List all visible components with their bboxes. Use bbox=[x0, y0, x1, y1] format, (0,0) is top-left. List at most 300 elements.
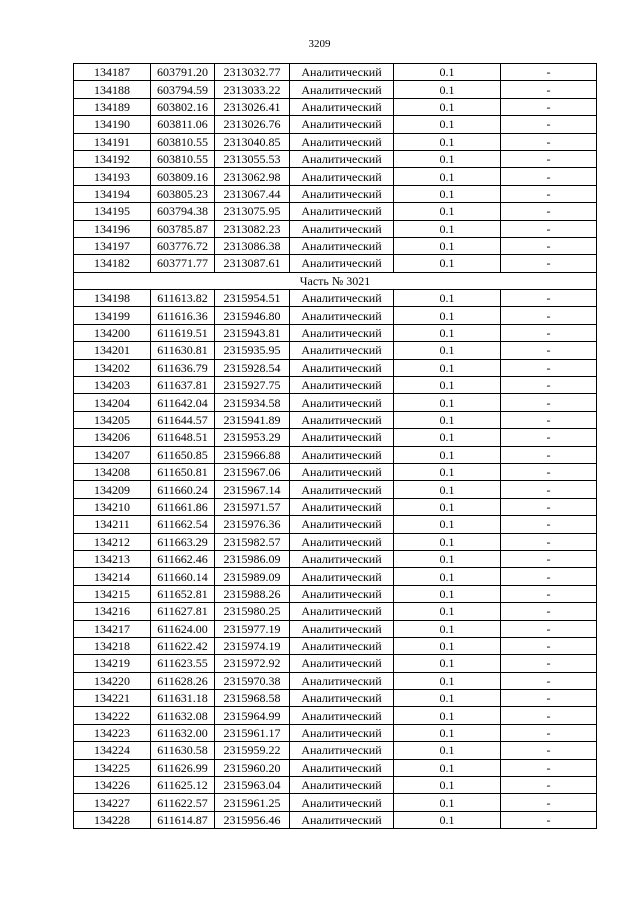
x-coordinate-cell: 611660.14 bbox=[151, 568, 215, 585]
table-row bbox=[74, 203, 597, 220]
table-row bbox=[74, 777, 597, 794]
description-cell: - bbox=[501, 742, 597, 759]
point-id-cell: 134202 bbox=[74, 359, 151, 376]
accuracy-cell: 0.1 bbox=[394, 603, 501, 620]
description-cell: - bbox=[501, 255, 597, 272]
x-coordinate-cell: 611619.51 bbox=[151, 324, 215, 341]
point-id-cell: 134196 bbox=[74, 220, 151, 237]
point-id-cell: 134224 bbox=[74, 742, 151, 759]
description-cell: - bbox=[501, 220, 597, 237]
coordinates-table bbox=[73, 63, 597, 829]
point-id-cell: 134212 bbox=[74, 533, 151, 550]
description-cell: - bbox=[501, 377, 597, 394]
y-coordinate-cell: 2313026.76 bbox=[215, 116, 290, 133]
method-cell: Аналитический bbox=[290, 585, 394, 602]
y-coordinate-cell: 2315974.19 bbox=[215, 637, 290, 654]
description-cell: - bbox=[501, 794, 597, 811]
table-row bbox=[74, 533, 597, 550]
method-cell: Аналитический bbox=[290, 342, 394, 359]
table-row bbox=[74, 794, 597, 811]
x-coordinate-cell: 603791.20 bbox=[151, 64, 215, 81]
x-coordinate-cell: 611636.79 bbox=[151, 359, 215, 376]
accuracy-cell: 0.1 bbox=[394, 324, 501, 341]
accuracy-cell: 0.1 bbox=[394, 255, 501, 272]
method-cell: Аналитический bbox=[290, 811, 394, 828]
table-row bbox=[74, 307, 597, 324]
y-coordinate-cell: 2315976.36 bbox=[215, 516, 290, 533]
x-coordinate-cell: 611650.81 bbox=[151, 463, 215, 480]
accuracy-cell: 0.1 bbox=[394, 64, 501, 81]
x-coordinate-cell: 603776.72 bbox=[151, 237, 215, 254]
point-id-cell: 134209 bbox=[74, 481, 151, 498]
table-row bbox=[74, 550, 597, 567]
table-row bbox=[74, 133, 597, 150]
accuracy-cell: 0.1 bbox=[394, 81, 501, 98]
y-coordinate-cell: 2315959.22 bbox=[215, 742, 290, 759]
point-id-cell: 134204 bbox=[74, 394, 151, 411]
accuracy-cell: 0.1 bbox=[394, 185, 501, 202]
accuracy-cell: 0.1 bbox=[394, 237, 501, 254]
point-id-cell: 134206 bbox=[74, 429, 151, 446]
method-cell: Аналитический bbox=[290, 64, 394, 81]
description-cell: - bbox=[501, 516, 597, 533]
table-row bbox=[74, 672, 597, 689]
accuracy-cell: 0.1 bbox=[394, 446, 501, 463]
description-cell: - bbox=[501, 672, 597, 689]
y-coordinate-cell: 2315970.38 bbox=[215, 672, 290, 689]
point-id-cell: 134220 bbox=[74, 672, 151, 689]
table-row bbox=[74, 185, 597, 202]
accuracy-cell: 0.1 bbox=[394, 620, 501, 637]
point-id-cell: 134215 bbox=[74, 585, 151, 602]
x-coordinate-cell: 603810.55 bbox=[151, 133, 215, 150]
y-coordinate-cell: 2313040.85 bbox=[215, 133, 290, 150]
point-id-cell: 134194 bbox=[74, 185, 151, 202]
method-cell: Аналитический bbox=[290, 777, 394, 794]
description-cell: - bbox=[501, 64, 597, 81]
method-cell: Аналитический bbox=[290, 481, 394, 498]
table-row bbox=[74, 394, 597, 411]
description-cell: - bbox=[501, 411, 597, 428]
y-coordinate-cell: 2315982.57 bbox=[215, 533, 290, 550]
x-coordinate-cell: 611662.54 bbox=[151, 516, 215, 533]
x-coordinate-cell: 611650.85 bbox=[151, 446, 215, 463]
x-coordinate-cell: 611632.08 bbox=[151, 707, 215, 724]
method-cell: Аналитический bbox=[290, 724, 394, 741]
method-cell: Аналитический bbox=[290, 794, 394, 811]
method-cell: Аналитический bbox=[290, 98, 394, 115]
y-coordinate-cell: 2315972.92 bbox=[215, 655, 290, 672]
accuracy-cell: 0.1 bbox=[394, 777, 501, 794]
table-row bbox=[74, 168, 597, 185]
method-cell: Аналитический bbox=[290, 359, 394, 376]
x-coordinate-cell: 611652.81 bbox=[151, 585, 215, 602]
accuracy-cell: 0.1 bbox=[394, 690, 501, 707]
x-coordinate-cell: 603794.59 bbox=[151, 81, 215, 98]
accuracy-cell: 0.1 bbox=[394, 307, 501, 324]
point-id-cell: 134225 bbox=[74, 759, 151, 776]
method-cell: Аналитический bbox=[290, 411, 394, 428]
description-cell: - bbox=[501, 446, 597, 463]
method-cell: Аналитический bbox=[290, 290, 394, 307]
description-cell: - bbox=[501, 690, 597, 707]
x-coordinate-cell: 611630.81 bbox=[151, 342, 215, 359]
method-cell: Аналитический bbox=[290, 81, 394, 98]
accuracy-cell: 0.1 bbox=[394, 116, 501, 133]
table-row bbox=[74, 481, 597, 498]
method-cell: Аналитический bbox=[290, 377, 394, 394]
description-cell: - bbox=[501, 342, 597, 359]
method-cell: Аналитический bbox=[290, 463, 394, 480]
x-coordinate-cell: 611627.81 bbox=[151, 603, 215, 620]
x-coordinate-cell: 611630.58 bbox=[151, 742, 215, 759]
method-cell: Аналитический bbox=[290, 550, 394, 567]
table-row bbox=[74, 498, 597, 515]
x-coordinate-cell: 611661.86 bbox=[151, 498, 215, 515]
method-cell: Аналитический bbox=[290, 498, 394, 515]
accuracy-cell: 0.1 bbox=[394, 550, 501, 567]
description-cell: - bbox=[501, 620, 597, 637]
description-cell: - bbox=[501, 481, 597, 498]
method-cell: Аналитический bbox=[290, 742, 394, 759]
x-coordinate-cell: 603805.23 bbox=[151, 185, 215, 202]
x-coordinate-cell: 611628.26 bbox=[151, 672, 215, 689]
accuracy-cell: 0.1 bbox=[394, 742, 501, 759]
method-cell: Аналитический bbox=[290, 759, 394, 776]
point-id-cell: 134211 bbox=[74, 516, 151, 533]
section-header bbox=[74, 272, 597, 289]
accuracy-cell: 0.1 bbox=[394, 394, 501, 411]
table-row bbox=[74, 742, 597, 759]
table-row bbox=[74, 411, 597, 428]
point-id-cell: 134216 bbox=[74, 603, 151, 620]
accuracy-cell: 0.1 bbox=[394, 481, 501, 498]
x-coordinate-cell: 611632.00 bbox=[151, 724, 215, 741]
y-coordinate-cell: 2315935.95 bbox=[215, 342, 290, 359]
y-coordinate-cell: 2313033.22 bbox=[215, 81, 290, 98]
accuracy-cell: 0.1 bbox=[394, 220, 501, 237]
accuracy-cell: 0.1 bbox=[394, 568, 501, 585]
description-cell: - bbox=[501, 168, 597, 185]
y-coordinate-cell: 2315941.89 bbox=[215, 411, 290, 428]
method-cell: Аналитический bbox=[290, 533, 394, 550]
y-coordinate-cell: 2315989.09 bbox=[215, 568, 290, 585]
table-row bbox=[74, 690, 597, 707]
y-coordinate-cell: 2313062.98 bbox=[215, 168, 290, 185]
accuracy-cell: 0.1 bbox=[394, 672, 501, 689]
description-cell: - bbox=[501, 724, 597, 741]
x-coordinate-cell: 611648.51 bbox=[151, 429, 215, 446]
accuracy-cell: 0.1 bbox=[394, 533, 501, 550]
table-row bbox=[74, 290, 597, 307]
description-cell: - bbox=[501, 81, 597, 98]
accuracy-cell: 0.1 bbox=[394, 707, 501, 724]
accuracy-cell: 0.1 bbox=[394, 655, 501, 672]
description-cell: - bbox=[501, 533, 597, 550]
y-coordinate-cell: 2315960.20 bbox=[215, 759, 290, 776]
table-row bbox=[74, 429, 597, 446]
y-coordinate-cell: 2315977.19 bbox=[215, 620, 290, 637]
accuracy-cell: 0.1 bbox=[394, 811, 501, 828]
accuracy-cell: 0.1 bbox=[394, 168, 501, 185]
y-coordinate-cell: 2313075.95 bbox=[215, 203, 290, 220]
y-coordinate-cell: 2315967.06 bbox=[215, 463, 290, 480]
point-id-cell: 134189 bbox=[74, 98, 151, 115]
method-cell: Аналитический bbox=[290, 168, 394, 185]
description-cell: - bbox=[501, 498, 597, 515]
method-cell: Аналитический bbox=[290, 672, 394, 689]
y-coordinate-cell: 2313082.23 bbox=[215, 220, 290, 237]
accuracy-cell: 0.1 bbox=[394, 516, 501, 533]
point-id-cell: 134191 bbox=[74, 133, 151, 150]
description-cell: - bbox=[501, 203, 597, 220]
table-row bbox=[74, 707, 597, 724]
point-id-cell: 134199 bbox=[74, 307, 151, 324]
part2-rows bbox=[74, 290, 597, 829]
table-row bbox=[74, 64, 597, 81]
method-cell: Аналитический bbox=[290, 133, 394, 150]
y-coordinate-cell: 2315961.17 bbox=[215, 724, 290, 741]
x-coordinate-cell: 611662.46 bbox=[151, 550, 215, 567]
accuracy-cell: 0.1 bbox=[394, 411, 501, 428]
accuracy-cell: 0.1 bbox=[394, 585, 501, 602]
table-row bbox=[74, 377, 597, 394]
x-coordinate-cell: 603794.38 bbox=[151, 203, 215, 220]
point-id-cell: 134210 bbox=[74, 498, 151, 515]
table-row bbox=[74, 811, 597, 828]
method-cell: Аналитический bbox=[290, 203, 394, 220]
table-row bbox=[74, 585, 597, 602]
x-coordinate-cell: 611616.36 bbox=[151, 307, 215, 324]
method-cell: Аналитический bbox=[290, 237, 394, 254]
accuracy-cell: 0.1 bbox=[394, 98, 501, 115]
y-coordinate-cell: 2315971.57 bbox=[215, 498, 290, 515]
y-coordinate-cell: 2315988.26 bbox=[215, 585, 290, 602]
section-row bbox=[74, 272, 597, 289]
method-cell: Аналитический bbox=[290, 620, 394, 637]
description-cell: - bbox=[501, 463, 597, 480]
table-row bbox=[74, 446, 597, 463]
method-cell: Аналитический bbox=[290, 516, 394, 533]
description-cell: - bbox=[501, 290, 597, 307]
point-id-cell: 134221 bbox=[74, 690, 151, 707]
point-id-cell: 134201 bbox=[74, 342, 151, 359]
x-coordinate-cell: 611660.24 bbox=[151, 481, 215, 498]
description-cell: - bbox=[501, 429, 597, 446]
x-coordinate-cell: 611642.04 bbox=[151, 394, 215, 411]
x-coordinate-cell: 611622.42 bbox=[151, 637, 215, 654]
x-coordinate-cell: 611613.82 bbox=[151, 290, 215, 307]
method-cell: Аналитический bbox=[290, 255, 394, 272]
accuracy-cell: 0.1 bbox=[394, 290, 501, 307]
method-cell: Аналитический bbox=[290, 603, 394, 620]
table-row bbox=[74, 324, 597, 341]
y-coordinate-cell: 2315956.46 bbox=[215, 811, 290, 828]
description-cell: - bbox=[501, 133, 597, 150]
point-id-cell: 134188 bbox=[74, 81, 151, 98]
point-id-cell: 134207 bbox=[74, 446, 151, 463]
description-cell: - bbox=[501, 585, 597, 602]
x-coordinate-cell: 603785.87 bbox=[151, 220, 215, 237]
description-cell: - bbox=[501, 394, 597, 411]
point-id-cell: 134219 bbox=[74, 655, 151, 672]
y-coordinate-cell: 2315953.29 bbox=[215, 429, 290, 446]
description-cell: - bbox=[501, 150, 597, 167]
accuracy-cell: 0.1 bbox=[394, 463, 501, 480]
table-row bbox=[74, 620, 597, 637]
x-coordinate-cell: 603809.16 bbox=[151, 168, 215, 185]
y-coordinate-cell: 2313032.77 bbox=[215, 64, 290, 81]
point-id-cell: 134200 bbox=[74, 324, 151, 341]
point-id-cell: 134182 bbox=[74, 255, 151, 272]
accuracy-cell: 0.1 bbox=[394, 498, 501, 515]
x-coordinate-cell: 611625.12 bbox=[151, 777, 215, 794]
method-cell: Аналитический bbox=[290, 116, 394, 133]
point-id-cell: 134227 bbox=[74, 794, 151, 811]
table-row bbox=[74, 568, 597, 585]
y-coordinate-cell: 2313087.61 bbox=[215, 255, 290, 272]
y-coordinate-cell: 2313086.38 bbox=[215, 237, 290, 254]
description-cell: - bbox=[501, 550, 597, 567]
point-id-cell: 134214 bbox=[74, 568, 151, 585]
description-cell: - bbox=[501, 359, 597, 376]
accuracy-cell: 0.1 bbox=[394, 794, 501, 811]
accuracy-cell: 0.1 bbox=[394, 637, 501, 654]
part1-rows bbox=[74, 64, 597, 273]
table-row bbox=[74, 359, 597, 376]
x-coordinate-cell: 611631.18 bbox=[151, 690, 215, 707]
table-row bbox=[74, 81, 597, 98]
description-cell: - bbox=[501, 707, 597, 724]
x-coordinate-cell: 611663.29 bbox=[151, 533, 215, 550]
y-coordinate-cell: 2315968.58 bbox=[215, 690, 290, 707]
y-coordinate-cell: 2315934.58 bbox=[215, 394, 290, 411]
table-row bbox=[74, 516, 597, 533]
table-row bbox=[74, 342, 597, 359]
table-row bbox=[74, 637, 597, 654]
method-cell: Аналитический bbox=[290, 655, 394, 672]
point-id-cell: 134195 bbox=[74, 203, 151, 220]
y-coordinate-cell: 2315967.14 bbox=[215, 481, 290, 498]
method-cell: Аналитический bbox=[290, 690, 394, 707]
x-coordinate-cell: 611622.57 bbox=[151, 794, 215, 811]
description-cell: - bbox=[501, 811, 597, 828]
point-id-cell: 134203 bbox=[74, 377, 151, 394]
table-row bbox=[74, 220, 597, 237]
method-cell: Аналитический bbox=[290, 185, 394, 202]
accuracy-cell: 0.1 bbox=[394, 759, 501, 776]
description-cell: - bbox=[501, 637, 597, 654]
description-cell: - bbox=[501, 237, 597, 254]
x-coordinate-cell: 603771.77 bbox=[151, 255, 215, 272]
accuracy-cell: 0.1 bbox=[394, 203, 501, 220]
accuracy-cell: 0.1 bbox=[394, 359, 501, 376]
x-coordinate-cell: 611637.81 bbox=[151, 377, 215, 394]
method-cell: Аналитический bbox=[290, 394, 394, 411]
point-id-cell: 134218 bbox=[74, 637, 151, 654]
method-cell: Аналитический bbox=[290, 324, 394, 341]
y-coordinate-cell: 2313026.41 bbox=[215, 98, 290, 115]
y-coordinate-cell: 2315961.25 bbox=[215, 794, 290, 811]
table-row bbox=[74, 655, 597, 672]
x-coordinate-cell: 603811.06 bbox=[151, 116, 215, 133]
accuracy-cell: 0.1 bbox=[394, 724, 501, 741]
y-coordinate-cell: 2315980.25 bbox=[215, 603, 290, 620]
point-id-cell: 134205 bbox=[74, 411, 151, 428]
accuracy-cell: 0.1 bbox=[394, 133, 501, 150]
point-id-cell: 134222 bbox=[74, 707, 151, 724]
description-cell: - bbox=[501, 307, 597, 324]
x-coordinate-cell: 611623.55 bbox=[151, 655, 215, 672]
x-coordinate-cell: 611626.99 bbox=[151, 759, 215, 776]
method-cell: Аналитический bbox=[290, 446, 394, 463]
table-row bbox=[74, 255, 597, 272]
point-id-cell: 134198 bbox=[74, 290, 151, 307]
description-cell: - bbox=[501, 324, 597, 341]
description-cell: - bbox=[501, 185, 597, 202]
accuracy-cell: 0.1 bbox=[394, 377, 501, 394]
table-row bbox=[74, 759, 597, 776]
accuracy-cell: 0.1 bbox=[394, 150, 501, 167]
x-coordinate-cell: 611644.57 bbox=[151, 411, 215, 428]
method-cell: Аналитический bbox=[290, 220, 394, 237]
point-id-cell: 134217 bbox=[74, 620, 151, 637]
table-row bbox=[74, 237, 597, 254]
y-coordinate-cell: 2313055.53 bbox=[215, 150, 290, 167]
point-id-cell: 134193 bbox=[74, 168, 151, 185]
y-coordinate-cell: 2315928.54 bbox=[215, 359, 290, 376]
x-coordinate-cell: 611624.00 bbox=[151, 620, 215, 637]
description-cell: - bbox=[501, 759, 597, 776]
accuracy-cell: 0.1 bbox=[394, 342, 501, 359]
section-title: Часть № 3021 bbox=[74, 272, 597, 289]
point-id-cell: 134187 bbox=[74, 64, 151, 81]
x-coordinate-cell: 611614.87 bbox=[151, 811, 215, 828]
point-id-cell: 134208 bbox=[74, 463, 151, 480]
y-coordinate-cell: 2315986.09 bbox=[215, 550, 290, 567]
method-cell: Аналитический bbox=[290, 429, 394, 446]
y-coordinate-cell: 2313067.44 bbox=[215, 185, 290, 202]
table-row bbox=[74, 724, 597, 741]
y-coordinate-cell: 2315927.75 bbox=[215, 377, 290, 394]
description-cell: - bbox=[501, 98, 597, 115]
table-row bbox=[74, 150, 597, 167]
page-number: 3209 bbox=[308, 38, 331, 50]
point-id-cell: 134223 bbox=[74, 724, 151, 741]
x-coordinate-cell: 603810.55 bbox=[151, 150, 215, 167]
method-cell: Аналитический bbox=[290, 637, 394, 654]
point-id-cell: 134226 bbox=[74, 777, 151, 794]
y-coordinate-cell: 2315963.04 bbox=[215, 777, 290, 794]
point-id-cell: 134192 bbox=[74, 150, 151, 167]
method-cell: Аналитический bbox=[290, 568, 394, 585]
point-id-cell: 134228 bbox=[74, 811, 151, 828]
y-coordinate-cell: 2315966.88 bbox=[215, 446, 290, 463]
description-cell: - bbox=[501, 777, 597, 794]
y-coordinate-cell: 2315954.51 bbox=[215, 290, 290, 307]
table-row bbox=[74, 116, 597, 133]
description-cell: - bbox=[501, 116, 597, 133]
method-cell: Аналитический bbox=[290, 707, 394, 724]
method-cell: Аналитический bbox=[290, 307, 394, 324]
point-id-cell: 134197 bbox=[74, 237, 151, 254]
point-id-cell: 134190 bbox=[74, 116, 151, 133]
y-coordinate-cell: 2315964.99 bbox=[215, 707, 290, 724]
y-coordinate-cell: 2315946.80 bbox=[215, 307, 290, 324]
table-row bbox=[74, 463, 597, 480]
point-id-cell: 134213 bbox=[74, 550, 151, 567]
y-coordinate-cell: 2315943.81 bbox=[215, 324, 290, 341]
